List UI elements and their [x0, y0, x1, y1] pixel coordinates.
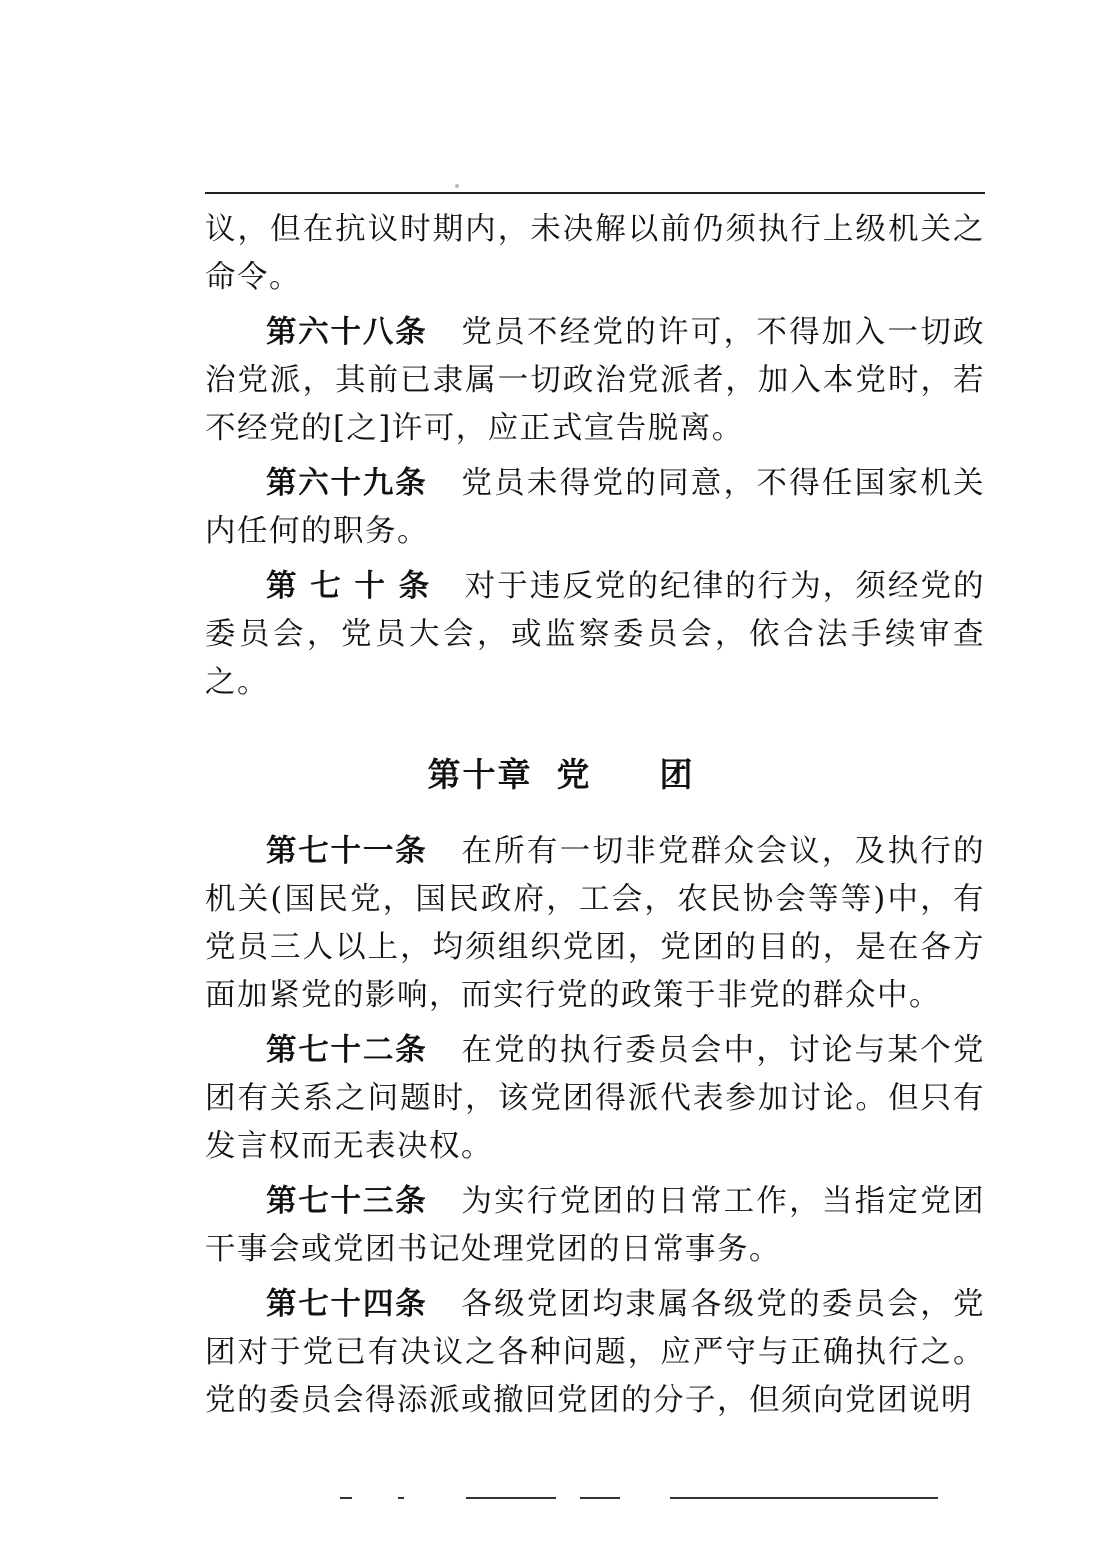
chapter-heading	[205, 751, 985, 799]
article-69	[205, 459, 985, 556]
scan-speck	[455, 184, 459, 188]
scan-mark	[340, 1497, 352, 1499]
article-74	[205, 1280, 985, 1425]
article-text: 在所有一切非党群众会议，及执行的机关(国民党，国民政府，工会，农民协会等等)中，有党员三人以上，均须组织党团，党团的目的，是在各方面加紧党的影响，而实行党的政策于非党的群众中。	[205, 834, 985, 1013]
article-text: 在党的执行委员会中，讨论与某个党团有关系之问题时，该党团得派代表参加讨论。但只有发言权而无表决权。	[205, 1033, 985, 1164]
scan-mark	[398, 1497, 404, 1499]
article-title: 第七十二条	[266, 1032, 428, 1068]
article-title: 第六十九条	[266, 465, 428, 501]
article-title: 第 七 十 条	[266, 568, 431, 604]
article-title: 第七十一条	[266, 833, 428, 869]
article-title: 第七十三条	[266, 1183, 428, 1219]
bottom-scan-marks	[340, 1497, 940, 1503]
top-rule	[205, 192, 985, 194]
scan-mark	[670, 1497, 938, 1499]
article-text: 为实行党团的日常工作，当指定党团干事会或党团书记处理党团的日常事务。	[205, 1184, 985, 1267]
article-text: 各级党团均隶属各级党的委员会，党团对于党已有决议之各种问题，应严守与正确执行之。党的委员会得添派或撤回党团的分子，但须向党团说明	[205, 1287, 985, 1418]
article-71	[205, 827, 985, 1020]
article-title: 第六十八条	[266, 314, 428, 350]
article-68	[205, 308, 985, 453]
article-text: 党员不经党的许可，不得加入一切政治党派，其前已隶属一切政治党派者，加入本党时，若不经党的[之]许可，应正式宣告脱离。	[205, 315, 985, 446]
article-70	[205, 562, 985, 707]
scan-mark	[580, 1497, 620, 1499]
continuation-text: 议，但在抗议时期内，未决解以前仍须执行上级机关之命令。	[205, 212, 985, 295]
article-72	[205, 1026, 985, 1171]
page-body	[205, 206, 985, 1425]
article-73	[205, 1177, 985, 1274]
chapter-label: 第十章	[427, 755, 533, 794]
article-text: 党员未得党的同意，不得任国家机关内任何的职务。	[205, 466, 985, 549]
scan-mark	[466, 1497, 556, 1499]
chapter-name: 党团	[556, 755, 763, 794]
article-text: 对于违反党的纪律的行为，须经党的委员会，党员大会，或监察委员会，依合法手续审查之。	[205, 569, 985, 700]
article-title: 第七十四条	[266, 1286, 428, 1322]
